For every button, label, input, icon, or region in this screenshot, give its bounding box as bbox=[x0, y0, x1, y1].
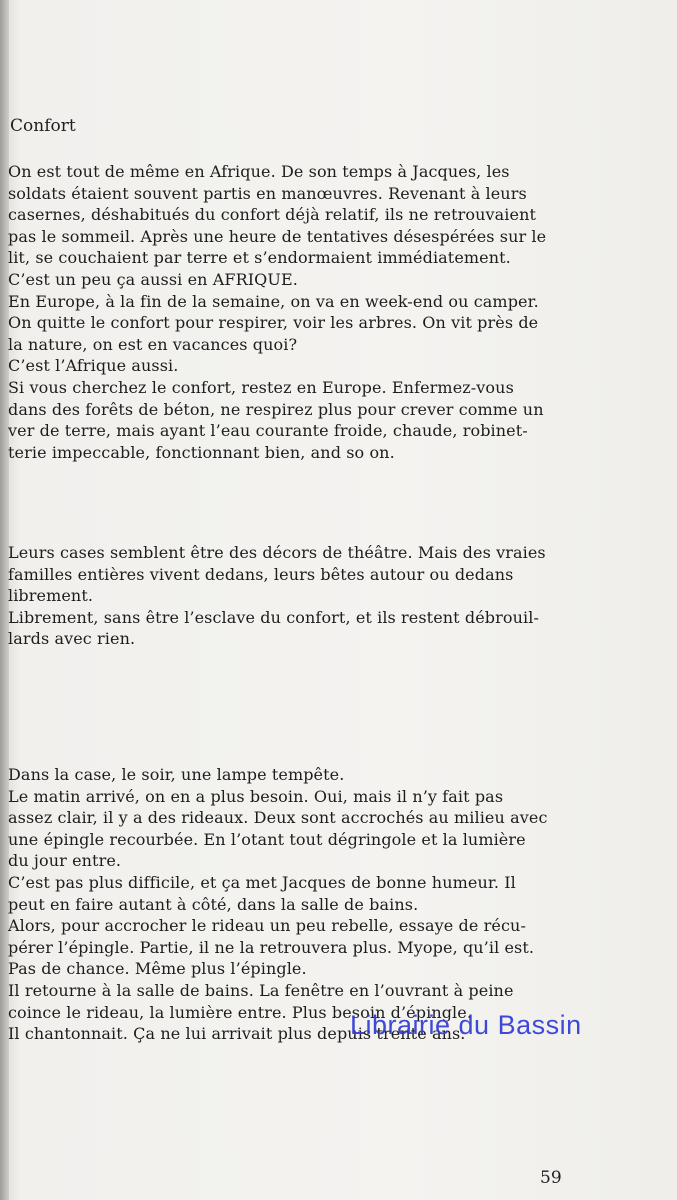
text-line: lards avec rien. bbox=[8, 629, 136, 649]
text-line: casernes, déshabitués du confort déjà relatif, ils ne retrouvaient bbox=[8, 205, 537, 225]
text-line: On est tout de même en Afrique. De son temps à Jacques, les bbox=[8, 162, 510, 181]
text-line: Leurs cases semblent être des décors de théâtre. Mais des vraies bbox=[8, 543, 546, 562]
text-line: pérer l’épingle. Partie, il ne la retrouvera plus. Myope, qu’il est. bbox=[8, 937, 535, 957]
text-line: du jour entre. bbox=[8, 851, 122, 871]
text-line: Si vous cherchez le confort, restez en Europe. Enfermez-vous bbox=[8, 377, 514, 397]
text-line: peut en faire autant à côté, dans la salle de bains. bbox=[8, 894, 419, 914]
text-line: En Europe, à la fin de la semaine, on va en week-end ou camper. bbox=[8, 291, 539, 311]
text-line: soldats étaient souvent partis en manœuvres. Revenant à leurs bbox=[8, 183, 527, 203]
page-number: 59 bbox=[540, 1168, 562, 1188]
text-line: C’est l’Afrique aussi. bbox=[8, 356, 179, 376]
text-line: assez clair, il y a des rideaux. Deux sont accrochés au milieu avec bbox=[8, 808, 548, 828]
text-line: Librement, sans être l’esclave du confort, et ils restent débrouil- bbox=[8, 607, 539, 627]
paragraph-2 bbox=[8, 542, 568, 650]
text-line: Il chantonnait. Ça ne lui arrivait plus depuis trente ans. bbox=[8, 1024, 466, 1044]
text-line: lit, se couchaient par terre et s’endormaient immédiatement. bbox=[8, 248, 511, 268]
text-line: familles entières vivent dedans, leurs bêtes autour ou dedans bbox=[8, 564, 514, 584]
text-line: Dans la case, le soir, une lampe tempête. bbox=[8, 765, 345, 784]
text-line: C’est un peu ça aussi en AFRIQUE. bbox=[8, 269, 298, 289]
text-line: C’est pas plus difficile, et ça met Jacques de bonne humeur. Il bbox=[8, 872, 516, 892]
text-line: Alors, pour accrocher le rideau un peu rebelle, essaye de récu- bbox=[8, 916, 526, 936]
text-line: pas le sommeil. Après une heure de tentatives désespérées sur le bbox=[8, 226, 547, 246]
paragraph-3 bbox=[8, 764, 568, 1045]
text-line: la nature, on est en vacances quoi? bbox=[8, 334, 298, 354]
text-line: Le matin arrivé, on en a plus besoin. Oui, mais il n’y fait pas bbox=[8, 786, 504, 806]
text-line: terie impeccable, fonctionnant bien, and so on. bbox=[8, 442, 395, 462]
text-line: coince le rideau, la lumière entre. Plus besoin d’épingle. bbox=[8, 1002, 473, 1022]
text-line: Il retourne à la salle de bains. La fenêtre en l’ouvrant à peine bbox=[8, 980, 514, 1000]
text-line: ver de terre, mais ayant l’eau courante froide, chaude, robinet- bbox=[8, 421, 528, 441]
text-line: dans des forêts de béton, ne respirez plus pour crever comme un bbox=[8, 399, 544, 419]
text-line: librement. bbox=[8, 586, 94, 606]
paragraph-1 bbox=[8, 161, 568, 463]
text-line: Pas de chance. Même plus l’épingle. bbox=[8, 959, 307, 979]
section-title: Confort bbox=[10, 116, 76, 136]
watermark-text: Librairie du Bassin bbox=[350, 1010, 582, 1040]
text-line: On quitte le confort pour respirer, voir les arbres. On vit près de bbox=[8, 313, 539, 333]
text-line: une épingle recourbée. En l’otant tout dégringole et la lumière bbox=[8, 829, 526, 849]
